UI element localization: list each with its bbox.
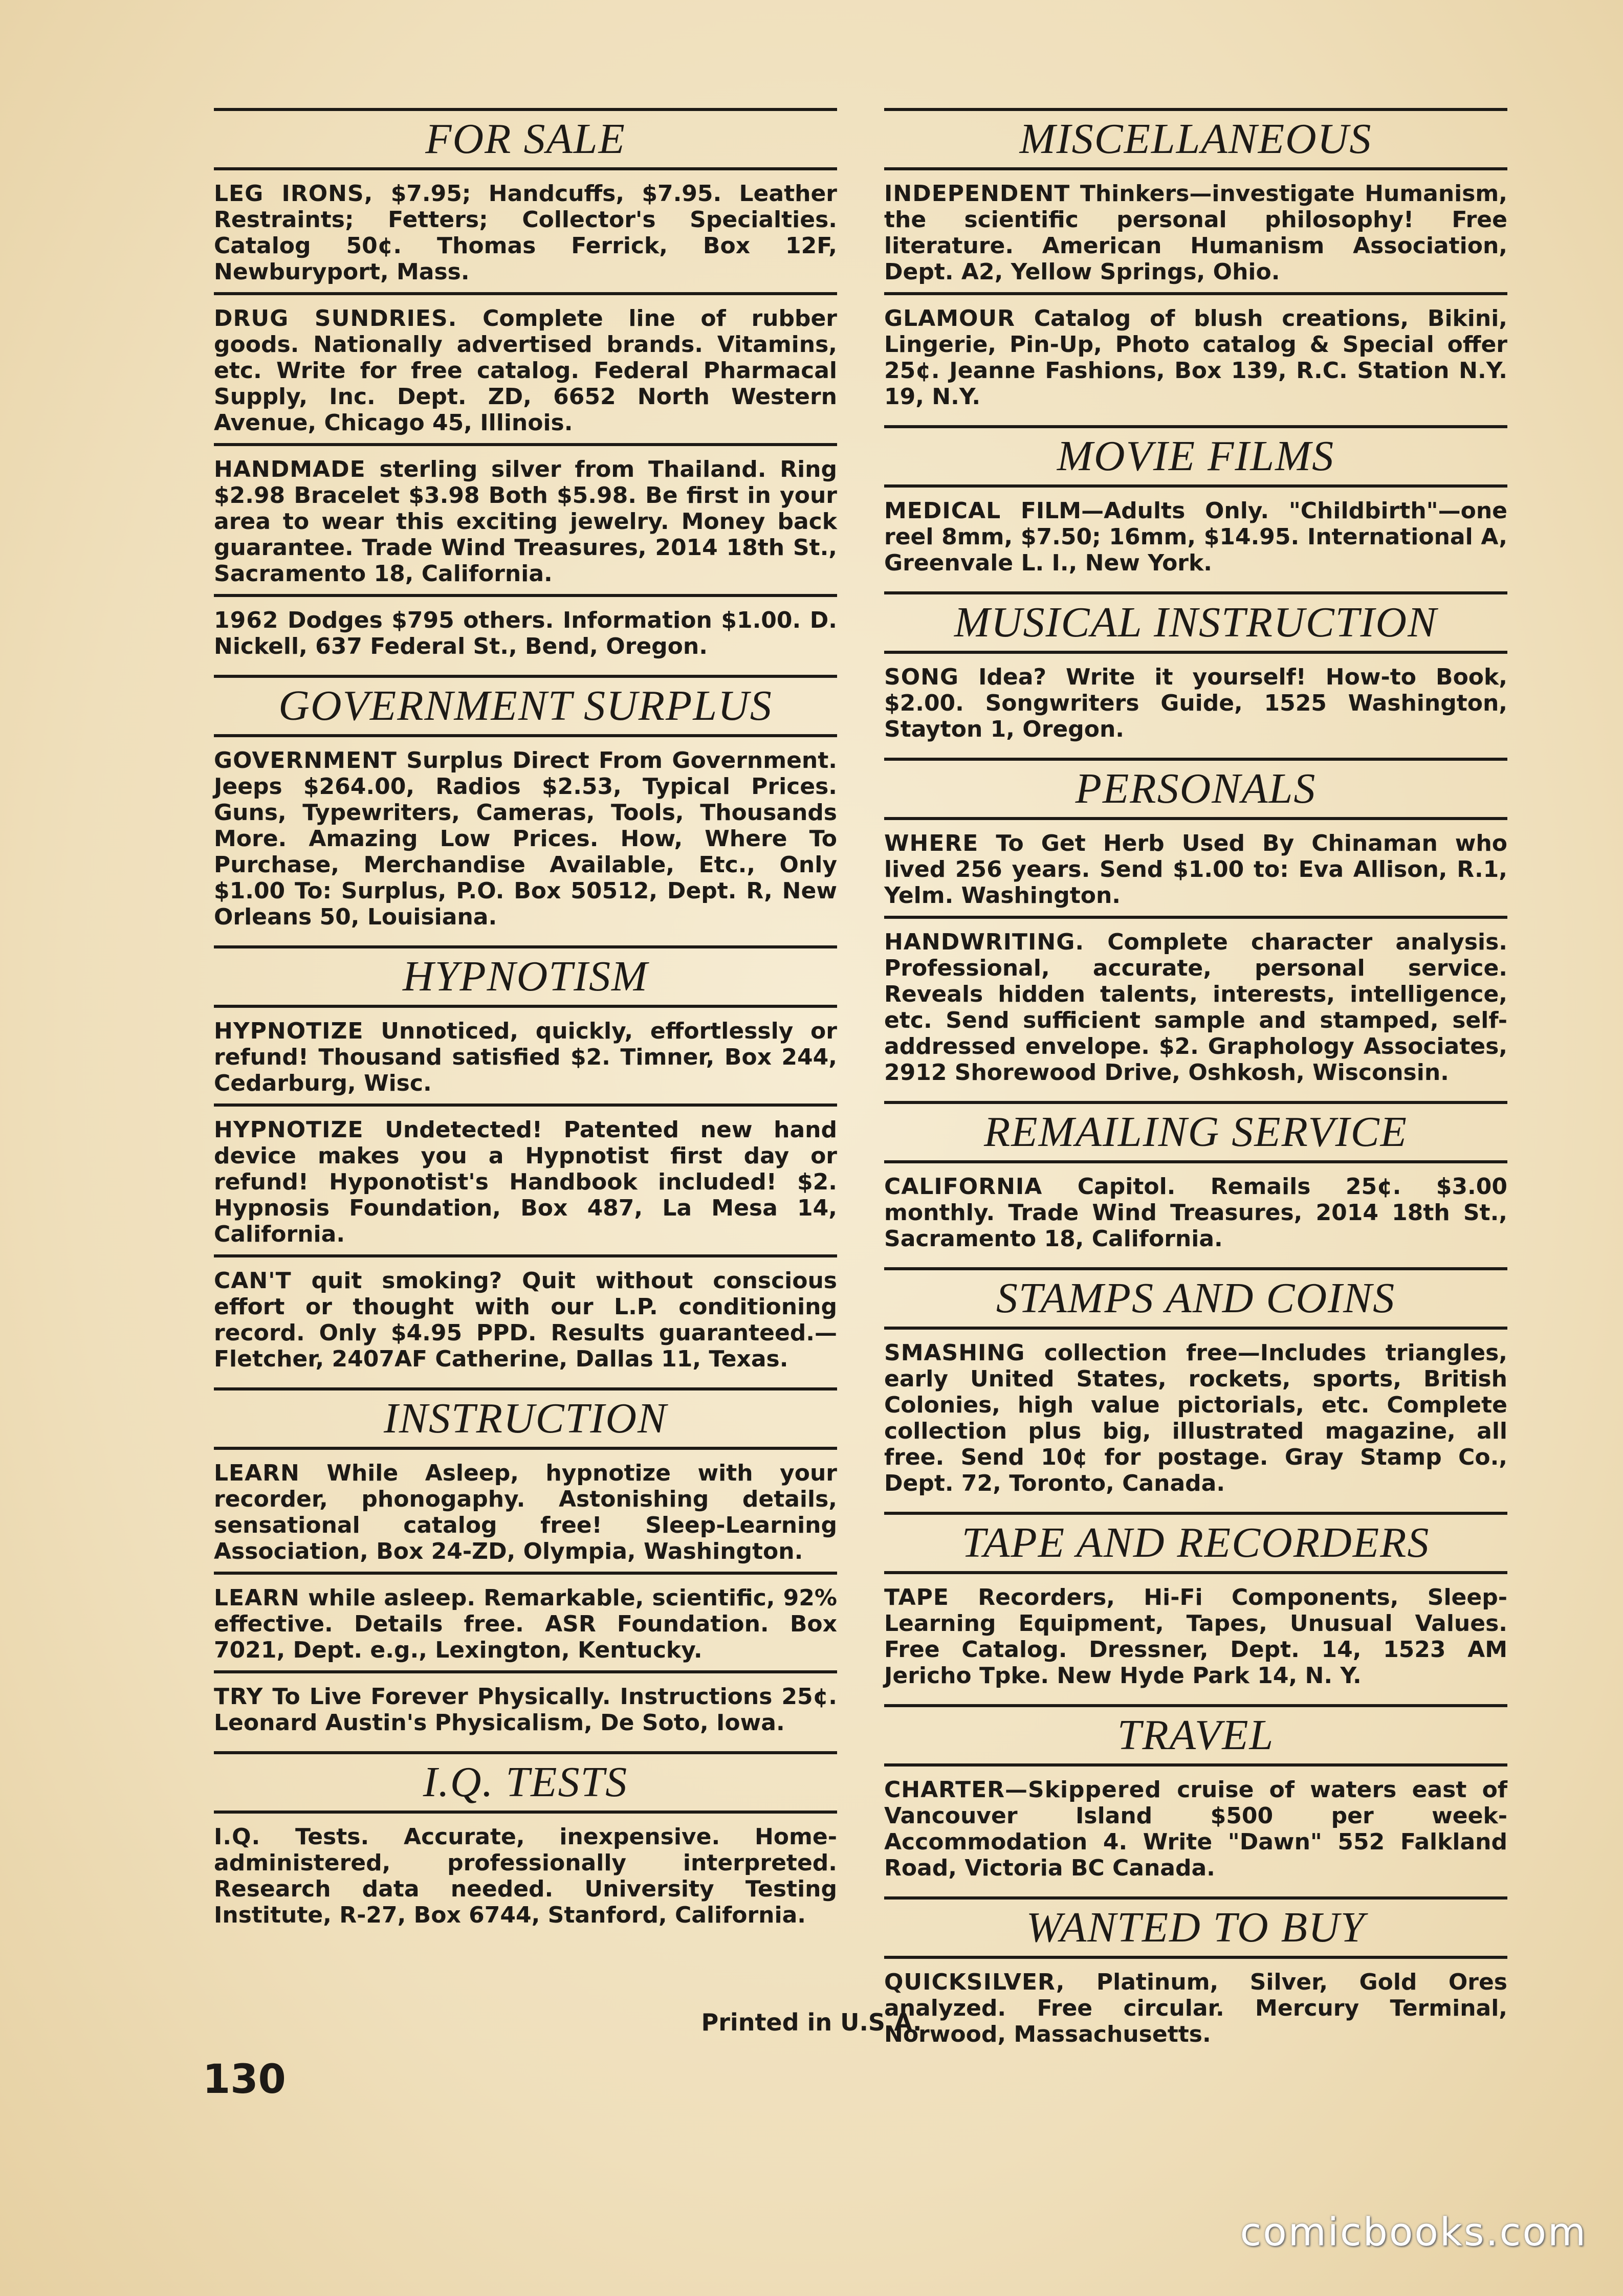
- ad-text: Recorders, Hi-Fi Components, Sleep-Learning Equipment, Tapes, Unusual Values. Free Catalog. Dressner, Dept. 14, 1523 AM Jericho Tpke. New Hyde Park 14, N. Y.: [884, 1584, 1507, 1689]
- ad-lead-word: I.Q.: [214, 1824, 261, 1850]
- ad-text: To Get Herb Used By Chinaman who lived 256 years. Send $1.00 to: Eva Allison, R.1, Yelm. Washington.: [884, 830, 1507, 909]
- classified-ad: [214, 170, 837, 295]
- ad-text: Surplus Direct From Government. Jeeps $264.00, Radios $2.53, Typical Prices. Guns, Typewriters, Cameras, Tools, Thousands More. Amazing Low Prices. How, Where To Purchase, Merchandise Available, Etc., Only $1.00 To: Surplus, P.O. Box 50512, Dept. R, New Orleans 50, Louisiana.: [214, 747, 837, 930]
- section-heading: HYPNOTISM: [214, 945, 837, 1008]
- ad-lead-word: LEARN: [214, 1585, 300, 1611]
- section-heading: GOVERNMENT SURPLUS: [214, 675, 837, 737]
- ad-lead-word: DRUG SUNDRIES.: [214, 305, 457, 332]
- ad-lead-word: CAN'T: [214, 1268, 292, 1294]
- ad-lead-word: QUICKSILVER,: [884, 1969, 1065, 1995]
- classified-ad: [214, 1575, 837, 1673]
- section-heading: FOR SALE: [214, 108, 837, 170]
- classified-ad: [214, 1673, 837, 1743]
- ad-lead-word: GOVERNMENT: [214, 747, 397, 774]
- section-hypnotism: [214, 945, 837, 1379]
- ad-lead-word: CHARTER—Skippered: [884, 1777, 1161, 1803]
- classified-ad: [884, 1959, 1507, 2055]
- section-remailing-service: [884, 1101, 1507, 1259]
- site-watermark: comicbooks.com: [1240, 2209, 1587, 2255]
- section-government-surplus: [214, 675, 837, 937]
- ad-lead-word: MEDICAL: [884, 498, 1001, 524]
- ad-lead-word: WHERE: [884, 830, 979, 856]
- classified-ad: [884, 488, 1507, 583]
- classified-ad: [214, 1450, 837, 1575]
- ad-text: while asleep. Remarkable, scientific, 92% effective. Details free. ASR Foundation. Box 7021, Dept. e.g., Lexington, Kentucky.: [214, 1585, 837, 1663]
- ad-lead-word: LEG IRONS,: [214, 181, 374, 207]
- classified-ad: [214, 1257, 837, 1379]
- section-heading: WANTED TO BUY: [884, 1896, 1507, 1959]
- ad-text: collection free—Includes triangles, early United States, rockets, sports, British Colonies, high value pictorials, etc. Complete collection plus big, illustrated magazine, all free. Send 10¢ for postage. Gray Stamp Co., Dept. 72, Toronto, Canada.: [884, 1340, 1508, 1496]
- section-heading: TAPE AND RECORDERS: [884, 1512, 1507, 1574]
- ad-text: Unnoticed, quickly, effortlessly or refund! Thousand satisfied $2. Timner, Box 244, Cedarburg, Wisc.: [214, 1018, 837, 1096]
- page-number: 130: [203, 2057, 286, 2103]
- classified-ad: [884, 919, 1507, 1093]
- section-heading: MUSICAL INSTRUCTION: [884, 591, 1507, 654]
- classified-ad: [884, 820, 1507, 919]
- ad-lead-word: HANDMADE: [214, 456, 366, 482]
- classified-ad: [214, 737, 837, 937]
- left-column: [214, 100, 837, 1935]
- ad-text: Undetected! Patented new hand device makes you a Hypnotist first day or refund! Hyponotist's Handbook included! $2. Hypnosis Foundation, Box 487, La Mesa 14, California.: [214, 1117, 837, 1247]
- ad-text: While Asleep, hypnotize with your recorder, phonogaphy. Astonishing details, sensational catalog free! Sleep-Learning Association, Box 24-ZD, Olympia, Washington.: [214, 1460, 837, 1564]
- ad-text: Complete line of rubber goods. Nationally advertised brands. Vitamins, etc. Write for free catalog. Federal Pharmacal Supply, Inc. Dept. ZD, 6652 North Western Avenue, Chicago 45, Illinois.: [214, 305, 838, 436]
- classified-ad: [884, 1163, 1507, 1259]
- ad-text: cruise of waters east of Vancouver Island $500 per week-Accommodation 4. Write "Dawn" 552 Falkland Road, Victoria BC Canada.: [884, 1777, 1507, 1881]
- section-heading: INSTRUCTION: [214, 1387, 837, 1450]
- ad-text: To Live Forever Physically. Instructions 25¢. Leonard Austin's Physicalism, De Soto, Iowa.: [214, 1684, 837, 1736]
- ad-lead-word: INDEPENDENT: [884, 181, 1070, 207]
- classified-ad: [884, 1574, 1507, 1696]
- ad-lead-word: SMASHING: [884, 1340, 1025, 1366]
- classified-ad: [214, 1107, 837, 1257]
- section-tape-and-recorders: [884, 1512, 1507, 1696]
- ad-lead-word: CALIFORNIA: [884, 1174, 1043, 1200]
- section-for-sale: [214, 108, 837, 667]
- classified-ad: [884, 170, 1507, 295]
- ad-text: Platinum, Silver, Gold Ores analyzed. Free circular. Mercury Terminal, Norwood, Massachusetts.: [884, 1969, 1507, 2047]
- classified-ad: [214, 1814, 837, 1935]
- section-heading: REMAILING SERVICE: [884, 1101, 1507, 1163]
- section-i-q-tests: [214, 1751, 837, 1935]
- ad-lead-word: TRY: [214, 1684, 264, 1710]
- section-heading: STAMPS AND COINS: [884, 1267, 1507, 1330]
- section-stamps-and-coins: [884, 1267, 1507, 1504]
- classified-ad: [884, 295, 1507, 417]
- ad-lead-word: HANDWRITING.: [884, 929, 1085, 955]
- ad-lead-word: HYPNOTIZE: [214, 1117, 364, 1143]
- ad-text: Idea? Write it yourself! How-to Book, $2.00. Songwriters Guide, 1525 Washington, Stayton 1, Oregon.: [884, 664, 1507, 742]
- section-heading: PERSONALS: [884, 758, 1507, 820]
- ad-text: Dodges $795 others. Information $1.00. D. Nickell, 637 Federal St., Bend, Oregon.: [214, 607, 837, 659]
- ad-text: FILM—Adults Only. "Childbirth"—one reel 8mm, $7.50; 16mm, $14.95. International A, Greenvale L. I., New York.: [884, 498, 1507, 576]
- ad-lead-word: 1962: [214, 607, 279, 633]
- section-travel: [884, 1704, 1507, 1888]
- classified-ad: [214, 1008, 837, 1107]
- ad-text: $7.95; Handcuffs, $7.95. Leather Restraints; Fetters; Collector's Specialties. Catalog 50¢. Thomas Ferrick, Box 12F, Newburyport, Mass.: [214, 181, 837, 285]
- ad-lead-word: GLAMOUR: [884, 305, 1016, 332]
- section-miscellaneous: [884, 108, 1507, 417]
- ad-text: sterling silver from Thailand. Ring $2.98 Bracelet $3.98 Both $5.98. Be first in your area to wear this exciting jewelry. Money back guarantee. Trade Wind Treasures, 2014 18th St., Sacramento 18, California.: [214, 456, 837, 587]
- ad-lead-word: LEARN: [214, 1460, 300, 1486]
- classified-ad: [884, 1767, 1507, 1888]
- ad-text: Capitol. Remails 25¢. $3.00 monthly. Trade Wind Treasures, 2014 18th St., Sacramento 18, California.: [884, 1174, 1507, 1252]
- section-musical-instruction: [884, 591, 1507, 749]
- section-instruction: [214, 1387, 837, 1743]
- classified-ad: [884, 1330, 1507, 1504]
- section-heading: MOVIE FILMS: [884, 425, 1507, 488]
- ad-text: Tests. Accurate, inexpensive. Home-administered, professionally interpreted. Research data needed. University Testing Institute, R-27, Box 6744, Stanford, California.: [214, 1824, 837, 1928]
- ad-lead-word: TAPE: [884, 1584, 949, 1610]
- ad-text: quit smoking? Quit without conscious effort or thought with our L.P. conditioning record. Only $4.95 PPD. Results guaranteed.—Fletcher, 2407AF Catherine, Dallas 11, Texas.: [214, 1268, 837, 1372]
- section-heading: TRAVEL: [884, 1704, 1507, 1767]
- right-column: [884, 100, 1507, 2055]
- section-personals: [884, 758, 1507, 1093]
- section-heading: I.Q. TESTS: [214, 1751, 837, 1814]
- classified-ad: [214, 597, 837, 667]
- ad-text: Catalog of blush creations, Bikini, Lingerie, Pin-Up, Photo catalog & Special offer 25¢. Jeanne Fashions, Box 139, R.C. Station N.Y. 19, N.Y.: [884, 305, 1507, 410]
- section-movie-films: [884, 425, 1507, 583]
- classified-ad: [884, 654, 1507, 749]
- ad-text: Thinkers—investigate Humanism, the scientific personal philosophy! Free literature. American Humanism Association, Dept. A2, Yellow Springs, Ohio.: [884, 181, 1507, 285]
- ad-lead-word: HYPNOTIZE: [214, 1018, 364, 1044]
- section-heading: MISCELLANEOUS: [884, 108, 1507, 170]
- classified-ad: [214, 295, 837, 446]
- printed-in-usa: Printed in U.S.A.: [701, 2008, 922, 2036]
- classified-ad: [214, 446, 837, 597]
- ad-lead-word: SONG: [884, 664, 959, 690]
- ad-text: Complete character analysis. Professional, accurate, personal service. Reveals hidden talents, interests, intelligence, etc. Send sufficient sample and stamped, self-addressed envelope. $2. Graphology Associates, 2912 Shorewood Drive, Oshkosh, Wisconsin.: [884, 929, 1508, 1086]
